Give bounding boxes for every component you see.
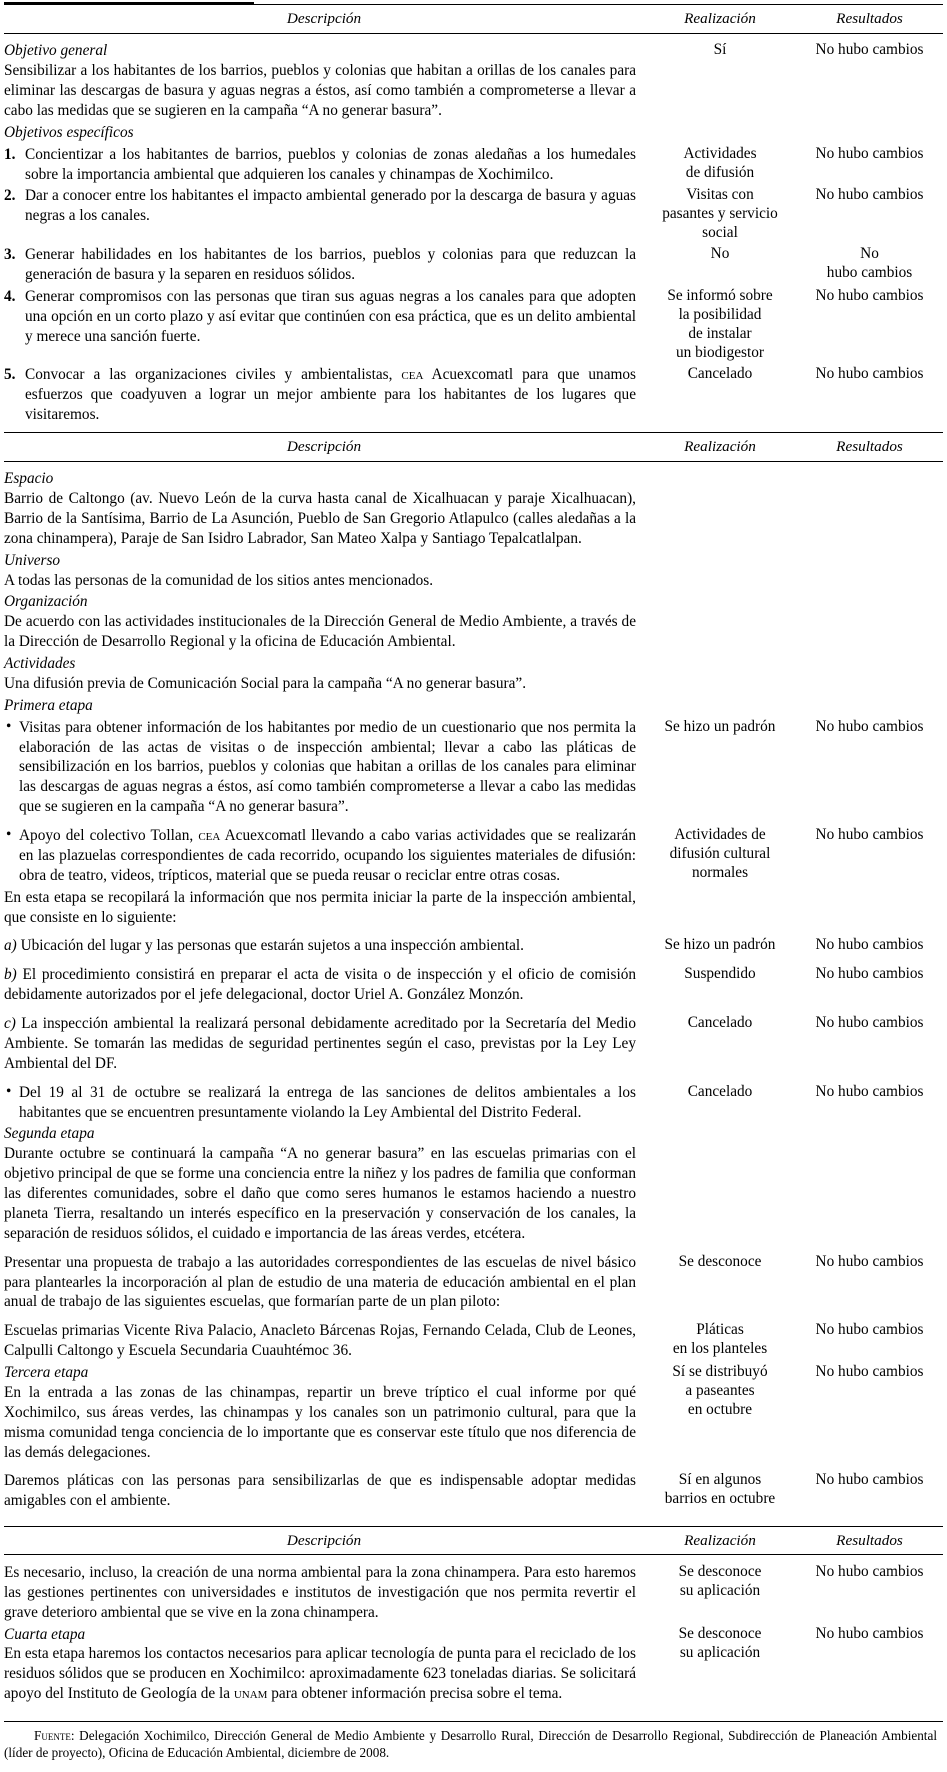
row-sanciones [4, 1082, 943, 1124]
tercera-etapa-label: Tercera etapa [4, 1364, 89, 1382]
objetivo-1-number: 1. [4, 145, 16, 163]
objetivo-general-text: Sensibilizar a los habitantes de los barrios, pueblos y colonias que habitan a orillas de los canales para eliminar las descargas de basura y aguas negras a éstos, así como también a comprometerse a llevar a cabo las medidas que se sugieren en la campaña “A no generar basura”. [4, 62, 636, 119]
col-header-realizacion-2: Realización [644, 432, 796, 461]
primera-etapa-intro-text: En esta etapa se recopilará la información que nos permita iniciar la parte de la inspección ambiental, que consiste en lo siguiente: [4, 888, 636, 926]
row-primera-etapa-item-2 [4, 825, 943, 887]
propuesta-realizacion: Se desconoce [678, 1252, 762, 1270]
col-header-descripcion: Descripción [4, 5, 644, 34]
document-page [0, 2, 947, 1772]
sanciones-realizacion: Cancelado [687, 1082, 753, 1100]
universo-label: Universo [4, 551, 61, 569]
objetivo-2-resultados: No hubo cambios [815, 186, 924, 204]
objetivo-general-resultados: No hubo cambios [815, 41, 924, 59]
row-escuelas [4, 1320, 943, 1362]
row-propuesta [4, 1252, 943, 1314]
propuesta-text: Presentar una propuesta de trabajo a las autoridades correspondientes de las escuelas de nivel básico para plantearles la incorporación al plan de estudio de una materia de educación ambiental en el plan anual de trabajo de las siguientes escuelas, que formarían parte de un plan piloto: [4, 1253, 636, 1311]
inciso-c-text: La inspección ambiental la realizará personal debidamente acreditado por la Secretaría del Medio Ambiente. Se tomarán las medidas de seguridad pertinentes según el caso, previstas por la Ley Ley Ambiental del DF. [4, 1015, 636, 1072]
col-header-descripcion-3: Descripción [4, 1526, 644, 1555]
inciso-a-resultados: No hubo cambios [815, 936, 924, 954]
platicas-realizacion: Sí en algunos barrios en octubre [664, 1471, 776, 1508]
objetivo-4-item [4, 287, 636, 347]
propuesta-resultados: No hubo cambios [815, 1252, 924, 1270]
primera-etapa-label: Primera etapa [4, 696, 93, 714]
objetivo-5-acronym: cea [401, 365, 424, 383]
norma-realizacion: Se desconoce su aplicación [678, 1562, 762, 1599]
espacio-label: Espacio [4, 470, 54, 488]
row-actividades [4, 653, 943, 695]
objetivo-4-realizacion: Se informó sobre la posibilidad de instalar un biodigestor [667, 286, 773, 361]
row-objetivo-4 [4, 286, 943, 364]
objetivo-1-text: Concientizar a los habitantes de barrios, pueblos y colonias de zonas aledañas a los humedales sobre la importancia ambiental que adquieren los canales y chinampas de Xochimilco. [25, 145, 636, 183]
primera-etapa-item-2-text-pre: Apoyo del colectivo Tollan, [19, 827, 199, 845]
bullet-icon: • [6, 1082, 12, 1100]
spacer [4, 1245, 943, 1252]
escuelas-realizacion: Pláticas en los planteles [672, 1321, 768, 1358]
objetivos-especificos-label: Objetivos específicos [4, 123, 134, 141]
inciso-a-text: Ubicación del lugar y las personas que estarán sujetos a una inspección ambiental. [16, 937, 524, 955]
row-objetivo-general [4, 40, 943, 122]
inciso-b-label: b) [4, 966, 17, 984]
spacer [4, 461, 943, 468]
primera-etapa-item-2-acronym: cea [198, 827, 221, 845]
inciso-a [4, 936, 636, 956]
objetivo-2-text: Dar a conocer entre los habitantes el impacto ambiental generado por la descarga de basura y aguas negras a los canales. [25, 187, 636, 225]
spacer [4, 1075, 943, 1082]
spacer [4, 818, 943, 825]
objetivo-general-realizacion: Sí [713, 41, 727, 59]
inciso-a-label: a) [4, 937, 17, 955]
inciso-c-resultados: No hubo cambios [815, 1014, 924, 1032]
col-header-resultados-2: Resultados [796, 432, 943, 461]
row-primera-etapa-item-1 [4, 717, 943, 818]
row-inciso-b [4, 964, 943, 1006]
espacio-text: Barrio de Caltongo (av. Nuevo León de la curva hasta canal de Xicalhuacan y paraje Xicalhuacan), Barrio de la Santísima, Barrio de La Asunción, Pueblo de San Gregorio Atlapulco (calles aledañas a la zona chinampera), Paraje de San Isidro Labrador, San Mateo Xalpa y Santiago Tepalcatlalpan. [4, 490, 636, 547]
escuelas-text: Escuelas primarias Vicente Riva Palacio, Anacleto Bárcenas Rojas, Fernando Celada, Club de Leones, Calpulli Caltongo y Escuela Secundaria Cuauhtémoc 36. [4, 1322, 636, 1360]
tercera-etapa-realizacion: Sí se distribuyó a paseantes en octubre [672, 1363, 768, 1418]
spacer [4, 928, 943, 935]
objetivo-4-resultados: No hubo cambios [815, 286, 924, 304]
table-header-3 [4, 1526, 943, 1555]
objetivo-general-label: Objetivo general [4, 42, 108, 60]
inciso-c-realizacion: Cancelado [687, 1014, 753, 1032]
col-header-realizacion-3: Realización [644, 1526, 796, 1555]
objetivo-3-number: 3. [4, 246, 16, 264]
spacer [4, 1006, 943, 1013]
row-primera-etapa-intro [4, 887, 943, 929]
cuarta-etapa-resultados: No hubo cambios [815, 1624, 924, 1642]
cuarta-etapa-acronym: unam [233, 1685, 268, 1703]
organizacion-label: Organización [4, 593, 88, 611]
row-segunda-etapa [4, 1123, 943, 1244]
objetivo-general-cell [4, 40, 644, 122]
objetivo-3-resultados: No hubo cambios [826, 245, 913, 282]
escuelas-resultados: No hubo cambios [815, 1321, 924, 1339]
row-objetivos-especificos-label [4, 122, 943, 144]
tercera-etapa-resultados: No hubo cambios [815, 1363, 924, 1381]
row-objetivo-1 [4, 144, 943, 186]
primera-etapa-item-2-resultados: No hubo cambios [815, 826, 924, 844]
footnote-text: : Delegación Xochimilco, Dirección General de Medio Ambiente y Desarrollo Rural, Dirección de Desarrollo Regional, Subdirección de Planeación Ambiental (líder de proyecto), Oficina de Educación Ambiental, diciembre de 2008. [4, 1728, 937, 1760]
objetivo-1-realizacion: Actividades de difusión [683, 144, 757, 181]
row-universo [4, 550, 943, 592]
norma-text: Es necesario, incluso, la creación de una norma ambiental para la zona chinampera. Para esto haremos las gestiones pertinentes con universidades e institutos de investigación que nos permita revertir el grave deterioro ambiental que se vive en la zona chinampera. [4, 1563, 636, 1621]
organizacion-text: De acuerdo con las actividades institucionales de la Dirección General de Medio Ambiente, a través de la Dirección de Desarrollo Regional y la oficina de Educación Ambiental. [4, 613, 636, 651]
objetivo-5-realizacion: Cancelado [687, 364, 753, 382]
primera-etapa-item-2-realizacion: Actividades de difusión cultural normales [669, 826, 771, 881]
objetivo-3-text: Generar habilidades en los habitantes de los barrios, pueblos y colonias para que reduzcan la generación de basura y la separen en residuos sólidos. [25, 246, 636, 284]
col-header-descripcion-2: Descripción [4, 432, 644, 461]
row-platicas [4, 1470, 943, 1512]
cuarta-etapa-label: Cuarta etapa [4, 1625, 86, 1643]
objetivo-3-item [4, 245, 636, 285]
spacer [4, 1463, 943, 1470]
primera-etapa-item-1-resultados: No hubo cambios [815, 717, 924, 735]
row-tercera-etapa [4, 1362, 943, 1463]
spacer [4, 1313, 943, 1320]
row-norma [4, 1562, 943, 1624]
cuarta-etapa-realizacion: Se desconoce su aplicación [678, 1624, 762, 1661]
objetivo-4-text: Generar compromisos con las personas que tiran sus aguas negras a los canales para que adopten una opción en un corto plazo y así evitar que continúen con esa práctica, que es un delito ambiental y merece una sanción fuerte. [25, 287, 636, 345]
primera-etapa-item-2-text-post: Acuexcomatl llevando a cabo varias actividades que se realizarán en las plazuelas correspondientes de cada recorrido, ocupando los siguientes materiales de difusión: obra de teatro, videos, trípticos, material que se pueda reusar o reciclar entre otras cosas. [19, 827, 636, 884]
row-objetivo-3 [4, 244, 943, 286]
primera-etapa-item-1-realizacion: Se hizo un padrón [664, 717, 776, 735]
inciso-b [4, 965, 636, 1005]
col-header-resultados: Resultados [796, 5, 943, 34]
row-cuarta-etapa [4, 1624, 943, 1706]
inciso-c [4, 1014, 636, 1074]
row-objetivo-2 [4, 185, 943, 244]
objetivo-1-resultados: No hubo cambios [815, 144, 924, 162]
bullet-icon: • [6, 826, 12, 844]
source-footnote [4, 1721, 943, 1762]
row-primera-etapa-label [4, 695, 943, 717]
cuarta-etapa-text-pre: En esta etapa haremos los contactos necesarios para aplicar tecnología de punta para el reciclado de los residuos sólidos que se producen en Xochimilco: aproximadamente 623 toneladas diarias. Se solicitará apoyo del Instituto de Geología de la [4, 1645, 636, 1703]
row-objetivo-5 [4, 364, 943, 426]
spacer [4, 957, 943, 964]
sanciones-resultados: No hubo cambios [815, 1082, 924, 1100]
universo-text: A todas las personas de la comunidad de los sitios antes mencionados. [4, 571, 434, 589]
inciso-b-realizacion: Suspendido [684, 965, 756, 983]
bullet-icon: • [6, 717, 12, 735]
list-item [4, 718, 636, 817]
main-table [4, 4, 943, 1705]
col-header-resultados-3: Resultados [796, 1526, 943, 1555]
segunda-etapa-label: Segunda etapa [4, 1125, 95, 1143]
inciso-c-label: c) [4, 1015, 16, 1033]
objetivo-3-realizacion: No [710, 245, 730, 263]
table-header-1 [4, 5, 943, 34]
segunda-etapa-text: Durante octubre se continuará la campaña “A no generar basura” en las escuelas primarias con el objetivo principal de que se forme una conciencia entre la niñez y los padres de familia que conforman las diferentes comunidades, sobre el daño que como seres humanos le estamos haciendo a nuestro planeta Tierra, resaltando un interés específico en la preservación y conservación de los canales, la separación de residuos sólidos, el cuidado e importancia de las áreas verdes, etcétera. [4, 1145, 636, 1242]
spacer [4, 1519, 943, 1526]
objetivo-1-item [4, 145, 636, 185]
tercera-etapa-text: En la entrada a las zonas de las chinampas, repartir un breve tríptico el cual informe por qué Xochimilco, sus áreas verdes, las chinampas y los canales son un patrimonio cultural, para que la misma comunidad tenga conciencia de lo importante que es conservar este título que nos diferencia de las demás delegaciones. [4, 1383, 636, 1461]
spacer [4, 33, 943, 40]
inciso-b-text: El procedimiento consistirá en preparar el acta de visita o de inspección y el oficio de comisión debidamente autorizados por el jefe delegacional, doctor Uriel A. González Monzón. [4, 966, 636, 1004]
objetivo-2-realizacion: Visitas con pasantes y servicio social [662, 186, 778, 242]
primera-etapa-item-1-text: Visitas para obtener información de los habitantes por medio de un cuestionario que nos permita la elaboración de las actas de visitas o de inspección ambiental; llevar a cabo las pláticas de sensibilización en los barrios, pueblos y colonias que habitan a orillas de los canales para eliminar las descargas de aguas negras a éstos, así como también comprometerse a llevar a cabo las medidas que se sugieren en la campaña “A no generar basura”. [19, 718, 636, 816]
objetivo-5-resultados: No hubo cambios [815, 364, 924, 382]
actividades-text: Una difusión previa de Comunicación Social para la campaña “A no generar basura”. [4, 674, 527, 692]
cuarta-etapa-text [4, 1644, 636, 1704]
actividades-label: Actividades [4, 655, 76, 673]
objetivo-4-number: 4. [4, 287, 16, 305]
cuarta-etapa-text-post: para obtener información precisa sobre el tema. [267, 1685, 563, 1703]
col-header-realizacion: Realización [644, 5, 796, 34]
objetivo-2-number: 2. [4, 187, 16, 205]
spacer [4, 1512, 943, 1519]
row-espacio [4, 468, 943, 550]
row-inciso-c [4, 1013, 943, 1075]
footnote-label: Fuente [34, 1728, 71, 1744]
inciso-a-realizacion: Se hizo un padrón [664, 936, 776, 954]
table-header-2 [4, 432, 943, 461]
platicas-resultados: No hubo cambios [815, 1471, 924, 1489]
objetivo-5-number: 5. [4, 365, 16, 383]
sanciones-text: Del 19 al 31 de octubre se realizará la entrega de las sanciones de delitos ambientales a los habitantes que se encuentren presuntamente violando la Ley Ambiental del Distrito Federal. [19, 1083, 636, 1121]
list-item [4, 826, 636, 886]
spacer [4, 425, 943, 432]
row-inciso-a [4, 935, 943, 957]
inciso-b-resultados: No hubo cambios [815, 965, 924, 983]
norma-resultados: No hubo cambios [815, 1562, 924, 1580]
objetivo-5-text-pre: Convocar a las organizaciones civiles y ambientalistas, [25, 365, 402, 383]
list-item [4, 1083, 636, 1123]
spacer [4, 1555, 943, 1562]
objetivo-5-text-post: Acuexcomatl para que unamos esfuerzos que coadyuven a lograr un mejor ambiente para los habitantes de los lugares que visitaremos. [25, 365, 636, 423]
objetivo-2-item [4, 186, 636, 226]
platicas-text: Daremos pláticas con las personas para sensibilizarlas de que es indispensable adoptar medidas amigables con el ambiente. [4, 1472, 636, 1510]
objetivo-5-item [4, 365, 636, 425]
row-organizacion [4, 591, 943, 653]
